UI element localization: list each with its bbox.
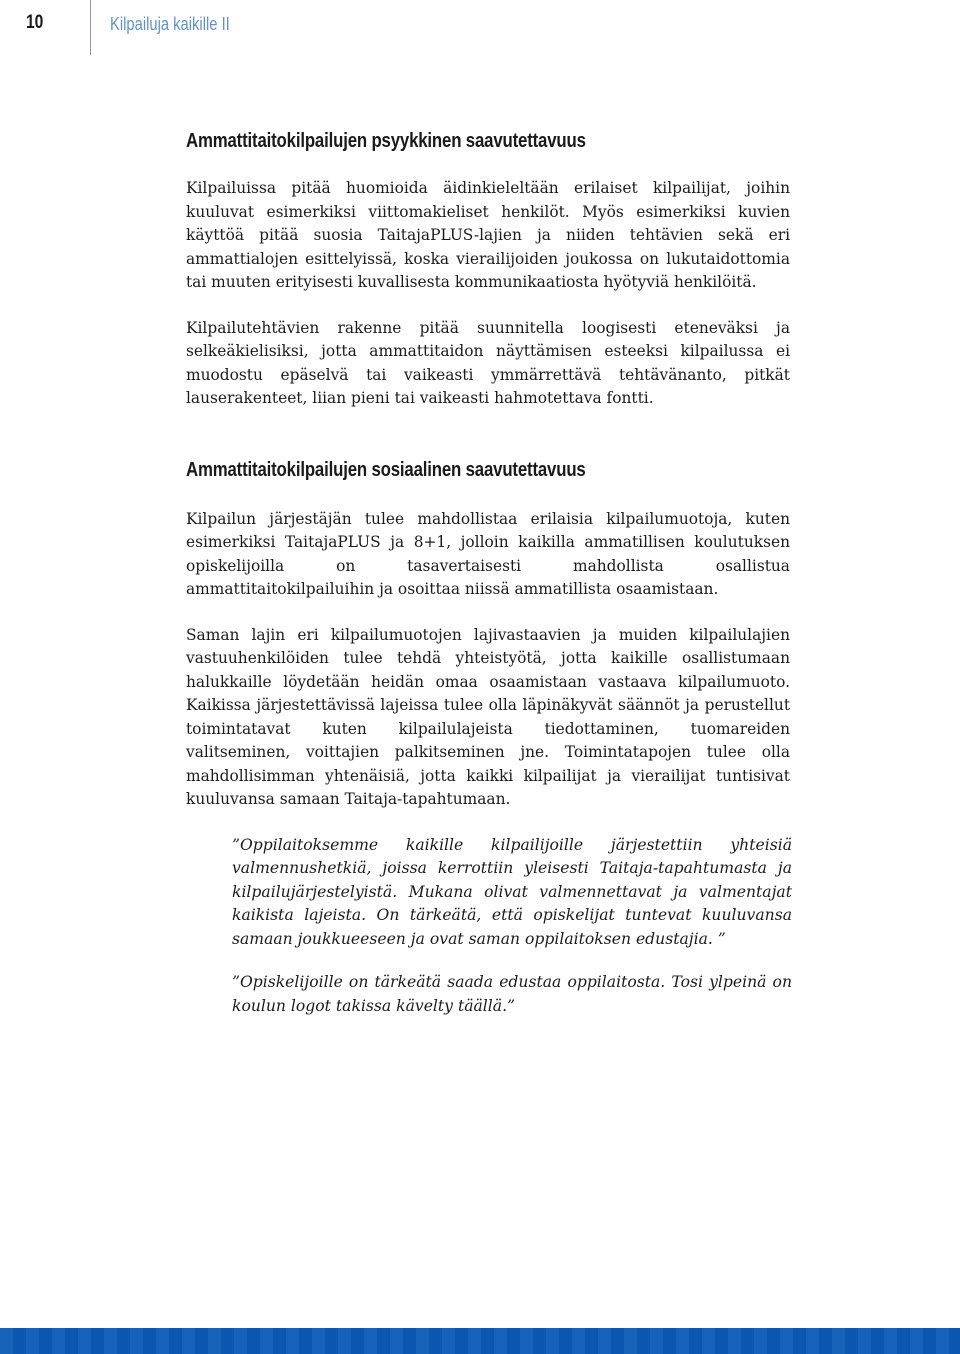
footer-stripe-pattern	[0, 1328, 960, 1354]
paragraph: Kilpailuissa pitää huomioida äidinkieleltään erilaiset kilpailijat, joihin kuuluvat esimerkiksi viittomakieliset henkilöt. Myös esimerkiksi kuvien käyttöä pitää suosia TaitajaPLUS-lajien ja niiden tehtävien sekä eri ammattialojen esittelyissä, koska vierailijoiden joukossa on lukutaidottomia tai muuten erityisesti kuvallisesta kommunikaatiosta hyötyviä henkilöitä.	[186, 179, 790, 291]
footer-bar	[0, 1328, 960, 1354]
paragraph: Kilpailutehtävien rakenne pitää suunnitella loogisesti eteneväksi ja selkeäkielisiksi, jotta ammattitaidon näyttämisen esteeksi kilpailussa ei muodostu epäselvä tai vaikeasti ymmärrettävä tehtävänanto, pitkät lauserakenteet, liian pieni tai vaikeasti hahmotettava fontti.	[186, 318, 790, 407]
header-divider	[90, 0, 91, 55]
section-heading-social: Ammattitaitokilpailujen sosiaalinen saavutettavuus	[186, 458, 586, 481]
quote: ”Opiskelijoille on tärkeätä saada edustaa oppilaitosta. Tosi ylpeinä on koulun logot takissa kävelty täällä.”	[232, 973, 792, 1015]
main-content	[186, 130, 790, 1038]
quotes-block	[232, 834, 792, 1019]
paragraph: Kilpailun järjestäjän tulee mahdollistaa erilaisia kilpailumuotoja, kuten esimerkiksi TaitajaPLUS ja 8+1, jolloin kaikilla ammatillisen koulutuksen opiskelijoilla on tasavertaisesti mahdollista osallistua ammattitaitokilpailuihin ja osoittaa niissä ammatillista osaamistaan.	[186, 509, 790, 598]
paragraph: Saman lajin eri kilpailumuotojen lajivastaavien ja muiden kilpailulajien vastuuhenkilöiden tulee tehdä yhteistyötä, jotta kaikille osallistumaan halukkaille löydetään heidän omaa osaamistaan vastaava kilpailumuoto. Kaikissa järjestettävissä lajeissa tulee olla läpinäkyvät säännöt ja perustellut toimintatavat kuten kilpailulajeista tiedottaminen, tuomareiden valitseminen, voittajien palkitseminen jne. Toimintatapojen tulee olla mahdollisimman yhtenäisiä, jotta kaikki kilpailijat ja vierailijat tuntisivat kuuluvansa samaan Taitaja-tapahtumaan.	[186, 625, 790, 808]
section-heading-psychological: Ammattitaitokilpailujen psyykkinen saavutettavuus	[186, 130, 586, 152]
page-number: 10	[26, 12, 44, 33]
quote: ”Oppilaitoksemme kaikille kilpailijoille järjestettiin yhteisiä valmennushetkiä, joissa kerrottiin yleisesti Taitaja-tapahtumasta ja kilpailujärjestelyistä. Mukana olivat valmennettavat ja valmentajat kaikista lajeista. On tärkeätä, että opiskelijat tuntevat kuuluvansa samaan joukkueeseen ja ovat saman oppilaitoksen edustajia. ”	[232, 835, 792, 948]
running-title: Kilpailuja kaikille II	[110, 14, 230, 34]
